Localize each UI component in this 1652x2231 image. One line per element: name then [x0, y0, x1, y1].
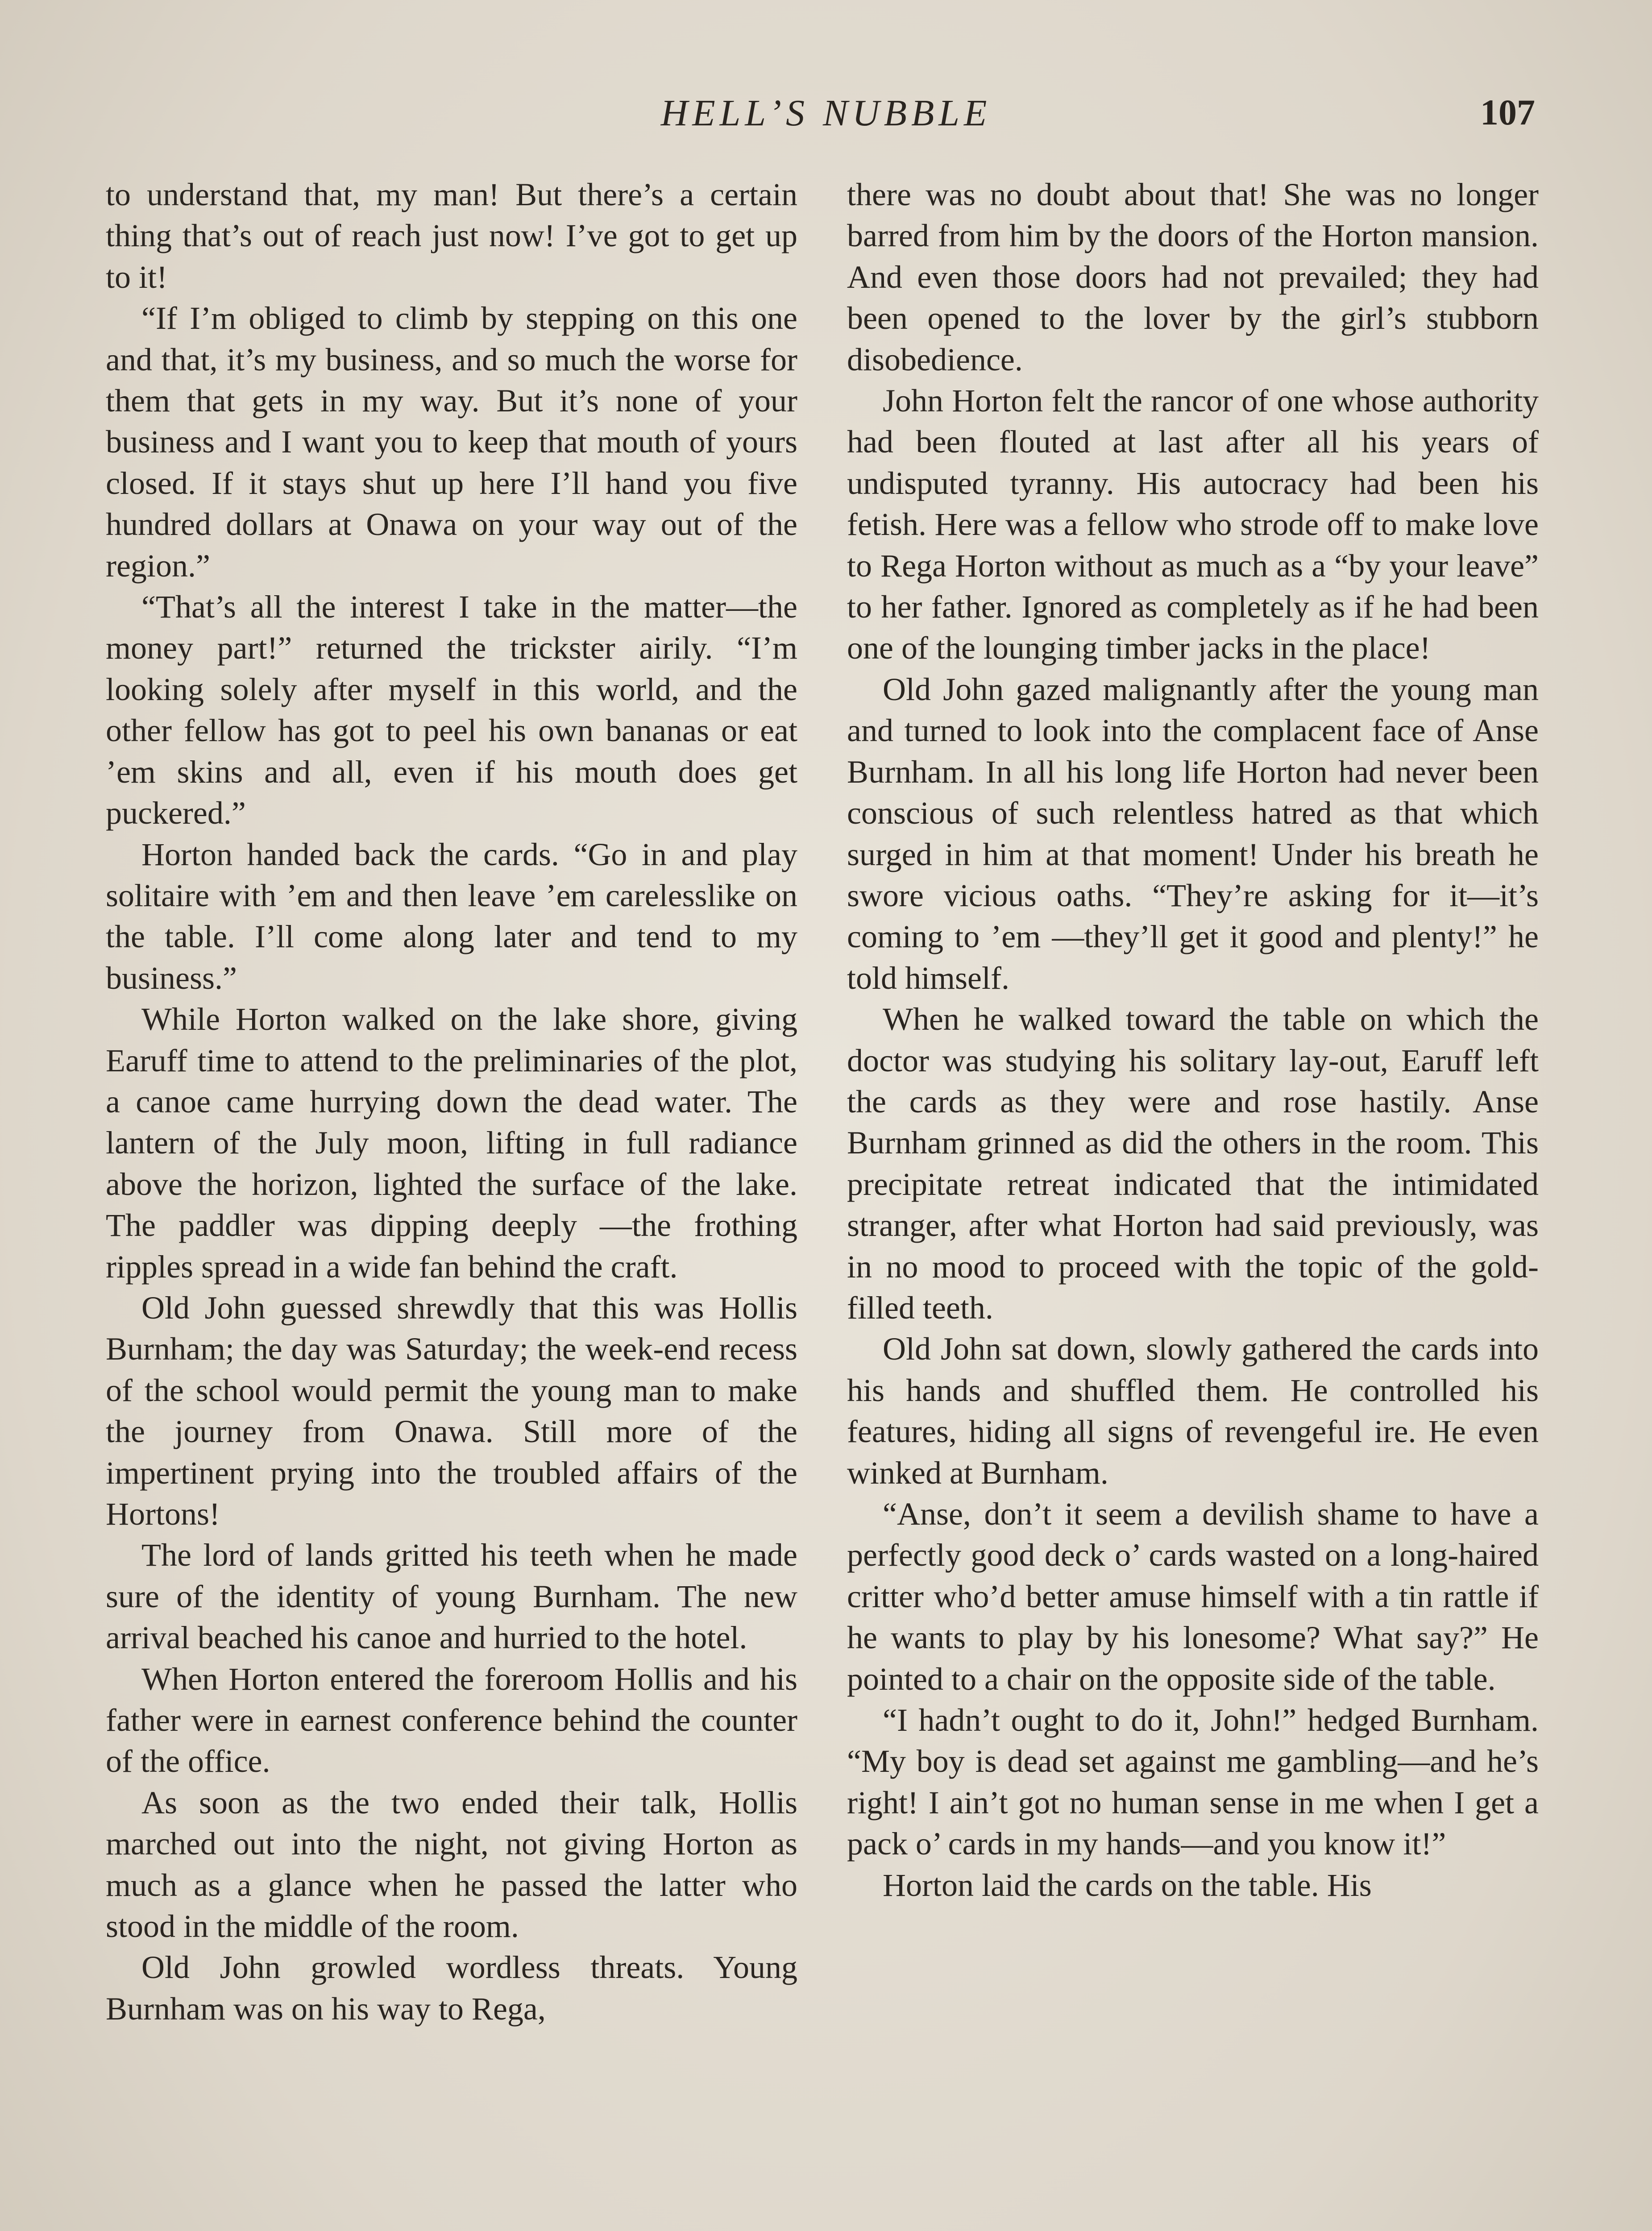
paragraph: “Anse, don’t it seem a devilish shame to have a perfectly good deck o’ cards wasted on a long-haired critter who’d better amuse himself with a tin rattle if he wants to play by his lonesome? What say?” He pointed to a chair on the opposite side of the table. [847, 1496, 1539, 1697]
left-column [106, 174, 797, 2029]
paragraph: “I hadn’t ought to do it, John!” hedged Burnham. “My boy is dead set against me gambling—and he’s right! I ain’t got no human sense in me when I get a pack o’ cards in my hands—and you know it!” [847, 1702, 1539, 1862]
paragraph: Horton laid the cards on the table. His [883, 1867, 1372, 1903]
paragraph: As soon as the two ended their talk, Hollis marched out into the night, not giving Horton as much as a glance when he passed the latter who stood in the middle of the room. [106, 1784, 797, 1945]
paragraph: Horton handed back the cards. “Go in and play solitaire with ’em and then leave ’em carelesslike on the table. I’ll come along later and tend to my business.” [106, 836, 797, 996]
paragraph: Old John sat down, slowly gathered the cards into his hands and shuffled them. He controlled his features, hiding all signs of revengeful ire. He even winked at Burnham. [847, 1331, 1539, 1491]
right-column [847, 174, 1539, 1906]
paragraph: “That’s all the interest I take in the matter—the money part!” returned the trickster airily. “I’m looking solely after myself in this world, and the other fellow has got to peel his own bananas or eat ’em skins and all, even if his mouth does get puckered.” [106, 589, 797, 831]
page-number: 107 [1480, 92, 1535, 133]
paragraph: John Horton felt the rancor of one whose authority had been flouted at last after all his years of undisputed tyranny. His autocracy had been his fetish. Here was a fellow who strode off to make love to Rega Horton without as much as a “by your leave” to her father. Ignored as completely as if he had been one of the lounging timber jacks in the place! [847, 383, 1539, 666]
paragraph: When he walked toward the table on which the doctor was studying his solitary lay-out, Earuff left the cards as they were and rose hastily. Anse Burnham grinned as did the others in the room. This precipitate retreat indicated that the intimidated stranger, after what Horton had said previously, was in no mood to proceed with the topic of the gold-filled teeth. [847, 1001, 1539, 1326]
paragraph: When Horton entered the foreroom Hollis and his father were in earnest conference behind the counter of the office. [106, 1661, 797, 1779]
paragraph: to understand that, my man! But there’s a certain thing that’s out of reach just now! I’ve got to get up to it! [106, 177, 797, 295]
running-title: HELL’S NUBBLE [660, 92, 992, 134]
paragraph: Old John gazed malignantly after the young man and turned to look into the complacent face of Anse Burnham. In all his long life Horton had never been conscious of such relentless hatred as that which surged in him at that moment! Under his breath he swore vicious oaths. “They’re asking for it—it’s coming to ’em —they’ll get it good and plenty!” he told himself. [847, 671, 1539, 996]
paragraph: “If I’m obliged to climb by stepping on this one and that, it’s my business, and so much the worse for them that gets in my way. But it’s none of your business and I want you to keep that mouth of yours closed. If it stays shut up here I’ll hand you five hundred dollars at Onawa on your way out of the region.” [106, 300, 797, 584]
paragraph: The lord of lands gritted his teeth when he made sure of the identity of young Burnham. The new arrival beached his canoe and hurried to the hotel. [106, 1537, 797, 1656]
paragraph: While Horton walked on the lake shore, giving Earuff time to attend to the preliminaries of the plot, a canoe came hurrying down the dead water. The lantern of the July moon, lifting in full radiance above the horizon, lighted the surface of the lake. The paddler was dipping deeply —the frothing ripples spread in a wide fan behind the craft. [106, 1001, 797, 1285]
paragraph: Old John guessed shrewdly that this was Hollis Burnham; the day was Saturday; the week-end recess of the school would permit the young man to make the journey from Onawa. Still more of the impertinent prying into the troubled affairs of the Hortons! [106, 1290, 797, 1532]
paragraph: there was no doubt about that! She was no longer barred from him by the doors of the Horton mansion. And even those doors had not prevailed; they had been opened to the lover by the girl’s stubborn disobedience. [847, 177, 1539, 377]
paragraph: Old John growled wordless threats. Young Burnham was on his way to Rega, [106, 1949, 797, 2027]
